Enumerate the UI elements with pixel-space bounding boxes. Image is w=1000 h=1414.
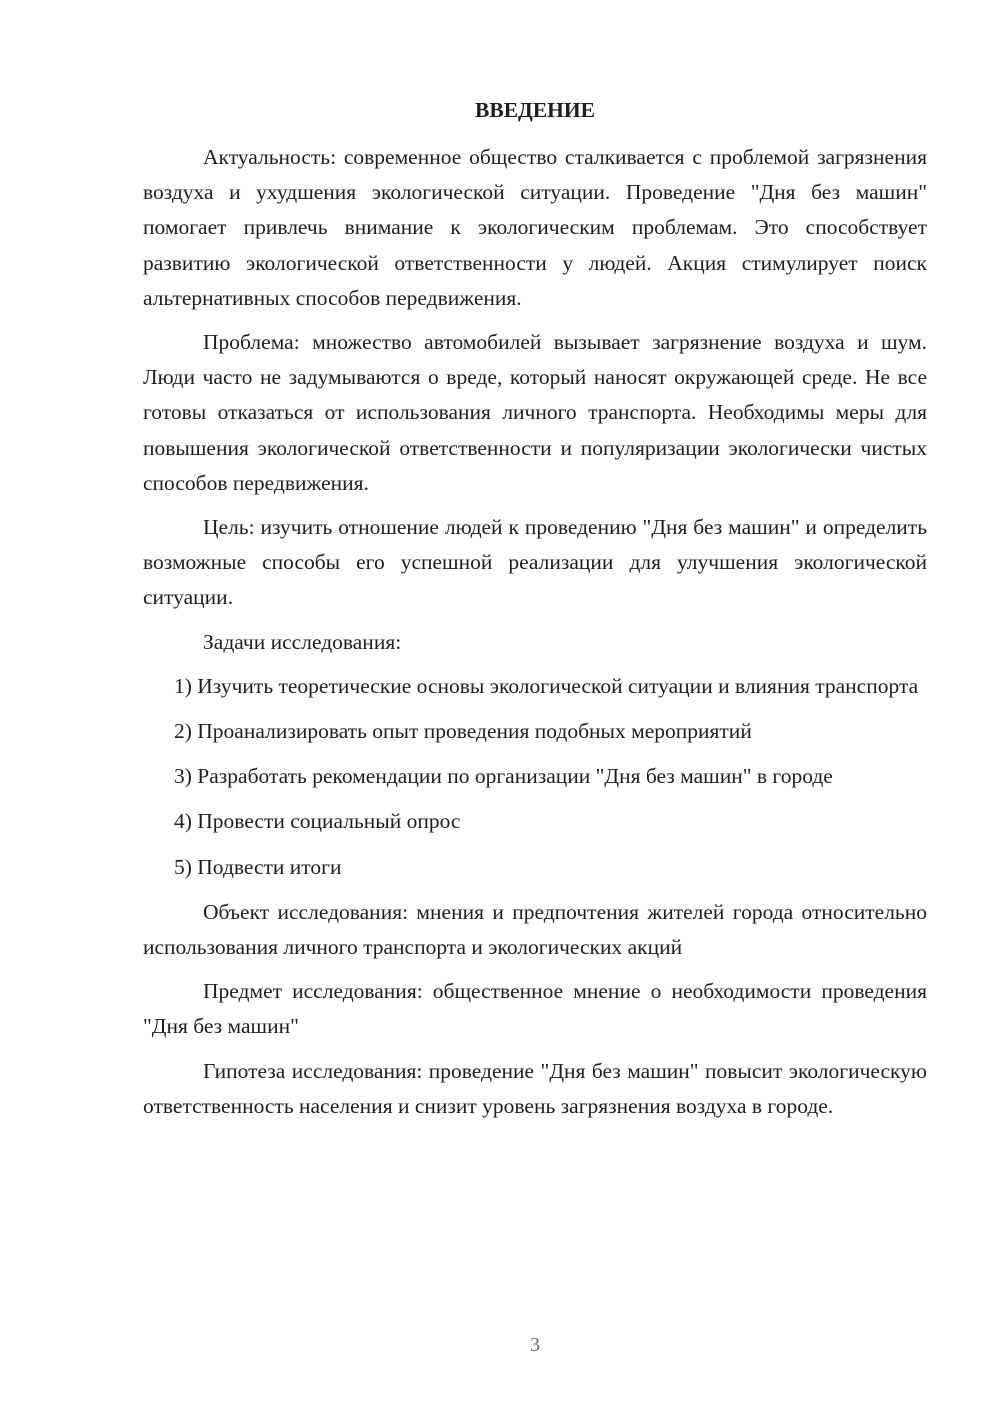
paragraph-problem: Проблема: множество автомобилей вызывает загрязнение воздуха и шум. Люди часто не задумываются о вреде, который наносят окружающей среде. Не все готовы отказаться от использования личного транспорта. Необходимы меры для повышения экологической ответственности и популяризации экологически чистых способов передвижения. — [143, 330, 927, 495]
task-item-2: 2) Проанализировать опыт проведения подобных мероприятий — [174, 719, 752, 744]
section-title: ВВЕДЕНИЕ — [475, 98, 595, 122]
paragraph-goal: Цель: изучить отношение людей к проведению "Дня без машин" и определить возможные способы его успешной реализации для улучшения экологической ситуации. — [143, 515, 927, 610]
paragraph-subject: Предмет исследования: общественное мнение о необходимости проведения "Дня без машин" — [143, 979, 927, 1039]
task-item-1: 1) Изучить теоретические основы экологической ситуации и влияния транспорта — [174, 673, 919, 698]
paragraph-relevance: Актуальность: современное общество сталкивается с проблемой загрязнения воздуха и ухудшения экологической ситуации. Проведение "Дня без машин" помогает привлечь внимание к экологическим проблемам. Это способствует развитию экологической ответственности у людей. Акция стимулирует поиск альтернативных способов передвижения. — [143, 145, 927, 310]
task-item-5: 5) Подвести итоги — [174, 854, 342, 879]
tasks-heading: Задачи исследования: — [203, 629, 402, 654]
paragraph-hypothesis: Гипотеза исследования: проведение "Дня без машин" повысит экологическую ответственность населения и снизит уровень загрязнения воздуха в городе. — [143, 1058, 927, 1118]
paragraph-object: Объект исследования: мнения и предпочтения жителей города относительно использования личного транспорта и экологических акций — [143, 899, 927, 960]
document-page — [143, 96, 927, 1133]
page-number: 3 — [530, 1334, 540, 1356]
task-item-4: 4) Провести социальный опрос — [174, 809, 461, 834]
task-item-3: 3) Разработать рекомендации по организации "Дня без машин" в городе — [174, 764, 833, 789]
